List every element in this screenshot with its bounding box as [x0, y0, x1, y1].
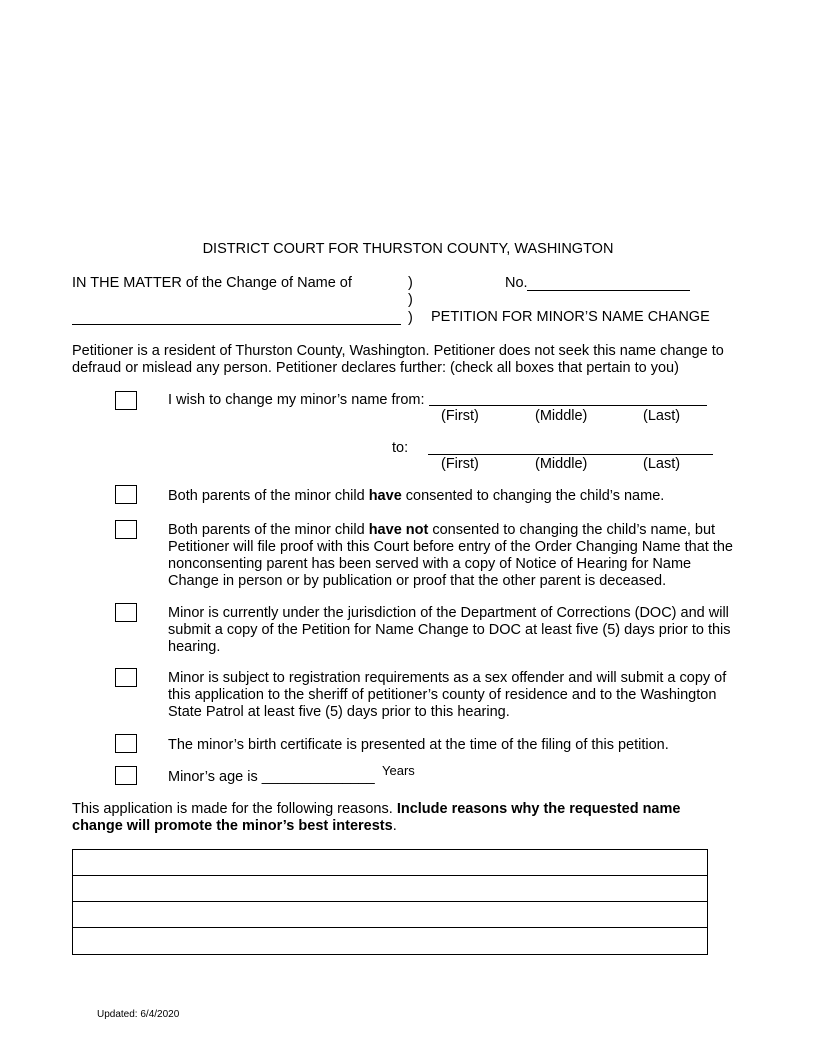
- minor-name-caption-field[interactable]: [72, 324, 401, 325]
- no-consent-emphasis: have not: [368, 522, 429, 538]
- from-first-caption: (First): [441, 408, 479, 424]
- court-title: DISTRICT COURT FOR THURSTON COUNTY, WASHINGTON: [202, 241, 614, 257]
- age-label: Minor’s age is ______________: [168, 769, 375, 785]
- sex-offender-checkbox[interactable]: [115, 668, 137, 687]
- reasons-line-2[interactable]: [73, 876, 707, 902]
- consent-text: Both parents of the minor child have consented to changing the child’s name.: [168, 488, 665, 504]
- reasons-line-1[interactable]: [73, 850, 707, 876]
- reasons-emphasis: Include reasons why the requested name change will promote the minor’s best interests: [72, 801, 681, 834]
- age-checkbox[interactable]: [115, 766, 137, 785]
- sex-offender-text: Minor is subject to registration requirements as a sex offender and will submit a copy of this application to the sheriff of petitioner’s county of residence and to the Washington State Patrol at least five (5) days prior to this hearing.: [168, 670, 727, 720]
- doc-text: Minor is currently under the jurisdiction of the Department of Corrections (DOC) and will submit a copy of the Petition for Name Change to DOC at least five (5) days prior to this hearing.: [168, 605, 731, 655]
- caption-paren-3: ): [408, 310, 413, 326]
- from-middle-caption: (Middle): [535, 408, 588, 424]
- reasons-line-4[interactable]: [73, 928, 707, 954]
- to-label: to:: [392, 440, 409, 456]
- reasons-instruction: This application is made for the following reasons. Include reasons why the requested name change will promote the minor’s best interests.: [72, 801, 681, 834]
- reasons-box: [72, 849, 708, 955]
- name-change-checkbox[interactable]: [115, 391, 137, 410]
- intro-paragraph: Petitioner is a resident of Thurston County, Washington. Petitioner does not seek this name change to defraud or mislead any person. Petitioner declares further: (check all boxes that pertain to you): [72, 343, 724, 376]
- to-first-caption: (First): [441, 456, 479, 472]
- caption-paren-1: ): [408, 275, 413, 291]
- to-last-caption: (Last): [643, 456, 681, 472]
- to-middle-caption: (Middle): [535, 456, 588, 472]
- caption-paren-2: ): [408, 292, 413, 308]
- consent-emphasis: have: [368, 488, 402, 504]
- case-number-field[interactable]: [527, 290, 690, 291]
- reasons-line-3[interactable]: [73, 902, 707, 928]
- document-title: PETITION FOR MINOR’S NAME CHANGE: [431, 309, 710, 325]
- no-consent-checkbox[interactable]: [115, 520, 137, 539]
- updated-date: Updated: 6/4/2020: [97, 1009, 180, 1020]
- birth-certificate-text: The minor’s birth certificate is presented at the time of the filing of this petition.: [168, 737, 669, 753]
- from-last-caption: (Last): [643, 408, 681, 424]
- birth-certificate-checkbox[interactable]: [115, 734, 137, 753]
- from-name-field[interactable]: [429, 405, 707, 406]
- case-number-label: No.: [505, 275, 528, 291]
- from-label: I wish to change my minor’s name from:: [168, 392, 425, 408]
- matter-label: IN THE MATTER of the Change of Name of: [72, 275, 352, 291]
- to-name-field[interactable]: [428, 454, 713, 455]
- no-consent-text: Both parents of the minor child have not consented to changing the child’s name, but Petitioner will file proof with this Court before entry of the Order Changing Name that the nonconsenting parent has been served with a copy of Notice of Hearing for Name Change in person or by publication or proof that the other parent is deceased.: [168, 522, 733, 589]
- consent-checkbox[interactable]: [115, 485, 137, 504]
- years-label: Years: [382, 763, 415, 778]
- doc-checkbox[interactable]: [115, 603, 137, 622]
